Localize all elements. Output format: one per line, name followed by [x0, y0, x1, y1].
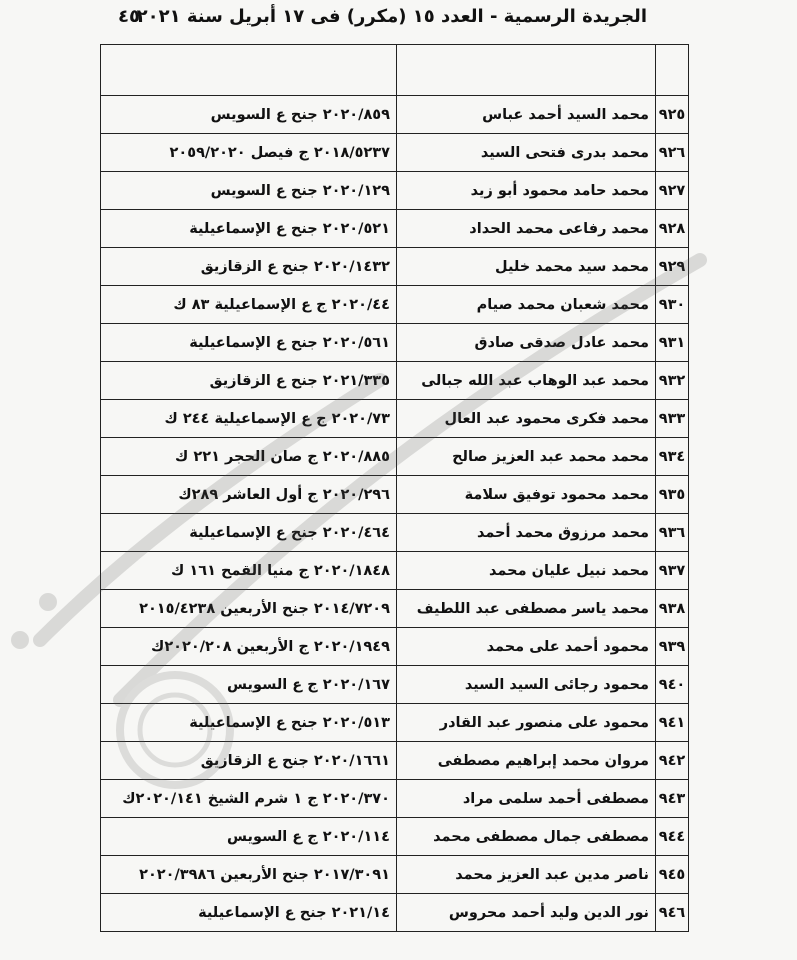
person-name: محمد فكرى محمود عبد العال — [397, 400, 656, 438]
table-row — [101, 514, 689, 552]
table-row — [101, 704, 689, 742]
row-number: ٩٣٠ — [656, 286, 689, 324]
table-row — [101, 590, 689, 628]
page-header — [0, 0, 797, 34]
row-number: ٩٣٨ — [656, 590, 689, 628]
table-row — [101, 552, 689, 590]
person-name: محمد سيد محمد خليل — [397, 248, 656, 286]
row-number: ٩٤٤ — [656, 818, 689, 856]
row-number: ٩٢٥ — [656, 96, 689, 134]
case-reference: ٢٠٢١/٣٣٥ جنح ع الزقازيق — [101, 362, 397, 400]
row-number: ٩٤١ — [656, 704, 689, 742]
person-name: محمد بدرى فتحى السيد — [397, 134, 656, 172]
case-reference: ٢٠٢٠/٨٥٩ جنح ع السويس — [101, 96, 397, 134]
case-reference: ٢٠٢٠/٧٣ ج ع الإسماعيلية ٢٤٤ ك — [101, 400, 397, 438]
table-row — [101, 438, 689, 476]
row-number: ٩٣٤ — [656, 438, 689, 476]
row-number: ٩٢٦ — [656, 134, 689, 172]
row-number: ٩٣٦ — [656, 514, 689, 552]
person-name — [397, 45, 656, 96]
table-row — [101, 45, 689, 96]
case-reference: ٢٠١٨/٥٢٣٧ ج فيصل ٢٠٥٩/٢٠٢٠ — [101, 134, 397, 172]
case-reference: ٢٠٢٠/٥٦١ جنح ع الإسماعيلية — [101, 324, 397, 362]
table-row — [101, 286, 689, 324]
records-table — [100, 44, 689, 932]
person-name: محمود على منصور عبد القادر — [397, 704, 656, 742]
row-number: ٩٤٦ — [656, 894, 689, 932]
case-reference: ٢٠٢٠/٢٩٦ ج أول العاشر ٢٨٩ك — [101, 476, 397, 514]
row-number: ٩٣٢ — [656, 362, 689, 400]
case-reference: ٢٠٢٠/٤٤ ج ع الإسماعيلية ٨٣ ك — [101, 286, 397, 324]
row-number: ٩٤٥ — [656, 856, 689, 894]
row-number: ٩٣٩ — [656, 628, 689, 666]
case-reference: ٢٠٢٠/٤٦٤ جنح ع الإسماعيلية — [101, 514, 397, 552]
table-row — [101, 666, 689, 704]
person-name: محمد حامد محمود أبو زيد — [397, 172, 656, 210]
case-reference: ٢٠١٧/٣٠٩١ جنح الأربعين ٢٠٢٠/٣٩٨٦ — [101, 856, 397, 894]
case-reference: ٢٠٢٠/٣٧٠ ج ١ شرم الشيخ ٢٠٢٠/١٤١ك — [101, 780, 397, 818]
row-number: ٩٣٥ — [656, 476, 689, 514]
table-row — [101, 628, 689, 666]
table-row — [101, 400, 689, 438]
table-row — [101, 134, 689, 172]
row-number: ٩٤٢ — [656, 742, 689, 780]
case-reference: ٢٠٢٠/١٩٤٩ ج الأربعين ٢٠٢٠/٢٠٨ك — [101, 628, 397, 666]
person-name: محمد رفاعى محمد الحداد — [397, 210, 656, 248]
person-name: محمد السيد أحمد عباس — [397, 96, 656, 134]
table-row — [101, 362, 689, 400]
person-name: مروان محمد إبراهيم مصطفى — [397, 742, 656, 780]
case-reference: ٢٠١٤/٧٢٠٩ جنح الأربعين ٢٠١٥/٤٢٣٨ — [101, 590, 397, 628]
case-reference: ٢٠٢١/١٤ جنح ع الإسماعيلية — [101, 894, 397, 932]
person-name: مصطفى أحمد سلمى مراد — [397, 780, 656, 818]
row-number: ٩٣٣ — [656, 400, 689, 438]
row-number: ٩٣٧ — [656, 552, 689, 590]
row-number: ٩٢٨ — [656, 210, 689, 248]
case-reference: ٢٠٢٠/٨٨٥ ج صان الحجر ٢٢١ ك — [101, 438, 397, 476]
case-reference: ٢٠٢٠/١٦٧ ج ع السويس — [101, 666, 397, 704]
case-reference: ٢٠٢٠/١٨٤٨ ج منيا القمح ١٦١ ك — [101, 552, 397, 590]
table-row — [101, 172, 689, 210]
table-row — [101, 476, 689, 514]
table-row — [101, 780, 689, 818]
person-name: محمد نبيل عليان محمد — [397, 552, 656, 590]
person-name: محمد محمود توفيق سلامة — [397, 476, 656, 514]
person-name: نور الدين وليد أحمد محروس — [397, 894, 656, 932]
person-name: محمد شعبان محمد صيام — [397, 286, 656, 324]
person-name: محمد عبد الوهاب عبد الله جبالى — [397, 362, 656, 400]
person-name: محمود أحمد على محمد — [397, 628, 656, 666]
person-name: محمد ياسر مصطفى عبد اللطيف — [397, 590, 656, 628]
case-reference: ٢٠٢٠/١٤٣٢ جنح ع الزقازيق — [101, 248, 397, 286]
person-name: محمود رجائى السيد السيد — [397, 666, 656, 704]
row-number: ٩٢٩ — [656, 248, 689, 286]
table-row — [101, 210, 689, 248]
person-name: ناصر مدين عبد العزيز محمد — [397, 856, 656, 894]
row-number — [656, 45, 689, 96]
case-reference: ٢٠٢٠/٥٢١ جنح ع الإسماعيلية — [101, 210, 397, 248]
table-row — [101, 96, 689, 134]
case-reference — [101, 45, 397, 96]
row-number: ٩٤٠ — [656, 666, 689, 704]
table-row — [101, 894, 689, 932]
table-row — [101, 856, 689, 894]
table-row — [101, 818, 689, 856]
page-number: ٤٥ — [118, 6, 140, 27]
case-reference: ٢٠٢٠/١١٤ ج ع السويس — [101, 818, 397, 856]
row-number: ٩٢٧ — [656, 172, 689, 210]
table-row — [101, 248, 689, 286]
person-name: مصطفى جمال مصطفى محمد — [397, 818, 656, 856]
table-row — [101, 742, 689, 780]
person-name: محمد عادل صدقى صادق — [397, 324, 656, 362]
row-number: ٩٤٣ — [656, 780, 689, 818]
case-reference: ٢٠٢٠/١٢٩ جنح ع السويس — [101, 172, 397, 210]
row-number: ٩٣١ — [656, 324, 689, 362]
person-name: محمد محمد عبد العزيز صالح — [397, 438, 656, 476]
case-reference: ٢٠٢٠/٥١٣ جنح ع الإسماعيلية — [101, 704, 397, 742]
gazette-title: الجريدة الرسمية - العدد ١٥ (مكرر) فى ١٧ أبريل سنة ٢٠٢١ — [136, 6, 647, 27]
case-reference: ٢٠٢٠/١٦٦١ جنح ع الزقازيق — [101, 742, 397, 780]
person-name: محمد مرزوق محمد أحمد — [397, 514, 656, 552]
table-row — [101, 324, 689, 362]
